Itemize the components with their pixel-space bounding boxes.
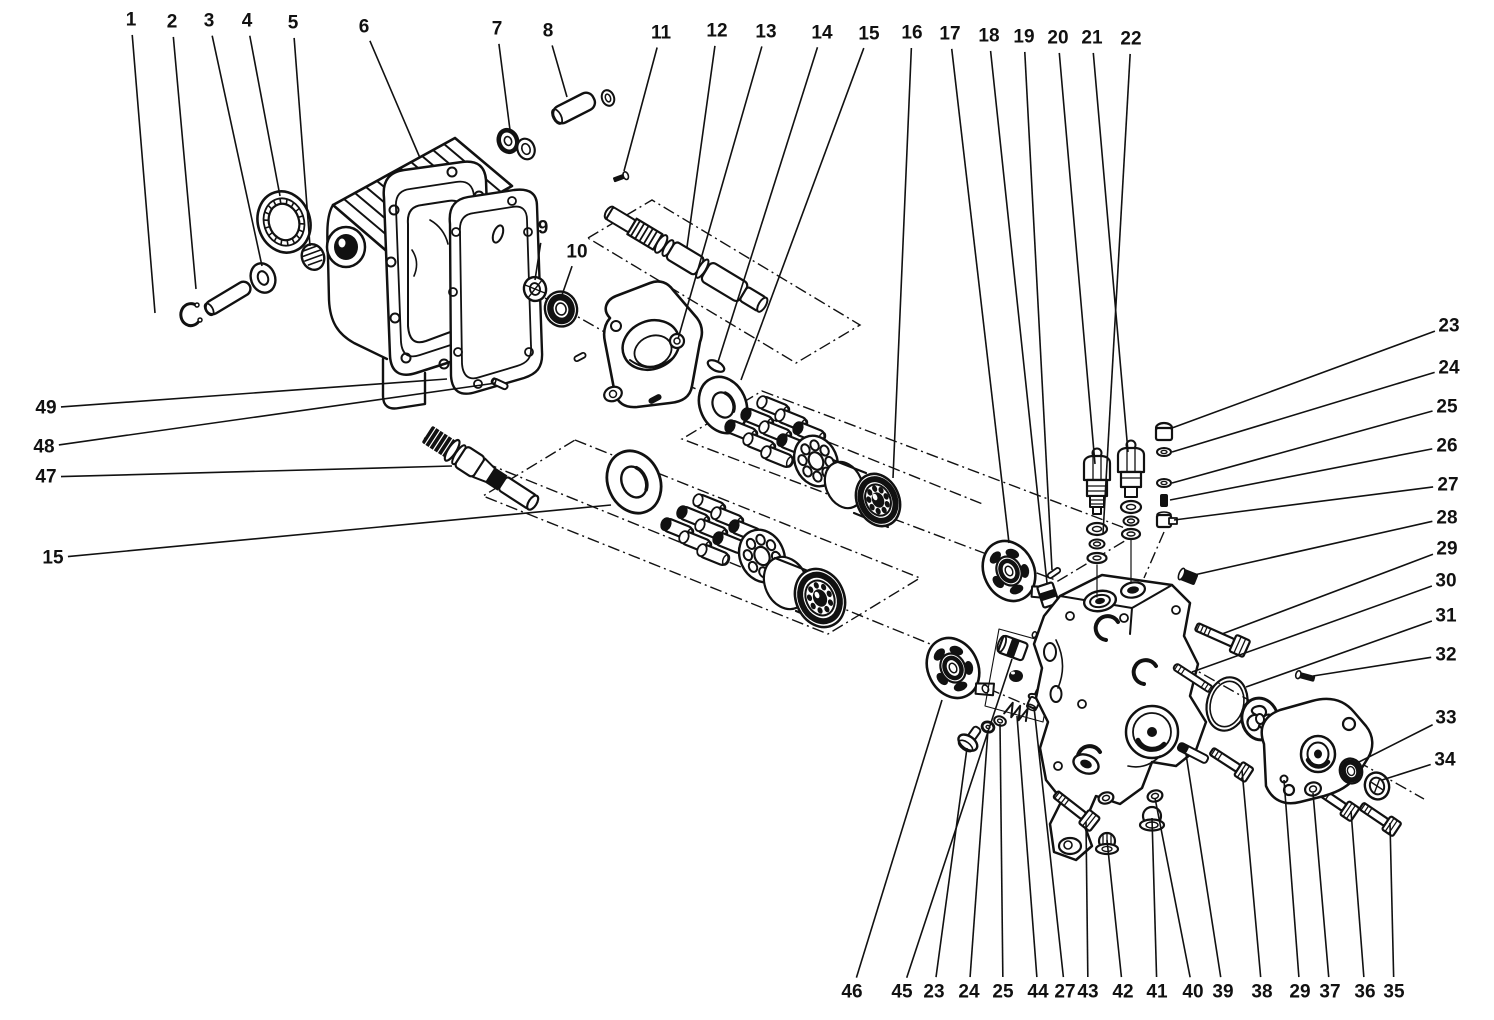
callout-number-5-top: 5: [287, 12, 299, 34]
leader-line-25-right: [1172, 411, 1433, 483]
callout-number-27-right: 27: [1437, 474, 1459, 496]
callout-number-10-mid: 10: [566, 241, 588, 263]
screw-11: [612, 171, 629, 184]
hex-bolt-38: [1207, 744, 1253, 782]
leader-line-8-top: [552, 45, 567, 97]
callout-number-18-top: 18: [978, 25, 1000, 47]
leader-line-31-right: [1246, 621, 1432, 687]
callout-number-46-bottom: 46: [841, 981, 863, 1003]
leader-line-3-top: [212, 36, 262, 266]
callout-number-28-right: 28: [1436, 507, 1458, 529]
callout-number-34-right: 34: [1434, 749, 1456, 771]
callout-number-36-bottom: 36: [1354, 981, 1376, 1003]
callout-number-23-bottom: 23: [923, 981, 945, 1003]
seal-7: [496, 128, 538, 162]
callout-number-14-top: 14: [811, 22, 833, 44]
thrust-washer-15-lower: [597, 442, 671, 522]
leader-line-23-right: [1172, 331, 1435, 428]
leader-line-46-bottom: [856, 700, 942, 978]
pin-8: [549, 88, 616, 126]
callout-number-12-top: 12: [706, 20, 728, 42]
leader-line-47-left: [61, 466, 452, 477]
leader-line-49-left: [61, 379, 447, 407]
callout-number-32-right: 32: [1435, 644, 1457, 666]
leader-line-19-top: [1025, 52, 1052, 570]
callout-number-49-left: 49: [35, 397, 57, 419]
ball-bearing-10: [541, 288, 581, 330]
center-section-housing: [1034, 575, 1206, 860]
relief-valve-cartridge-b: [1118, 441, 1144, 584]
callout-number-24-right: 24: [1438, 357, 1460, 379]
leader-line-25-bottom: [1000, 724, 1003, 977]
leader-line-15-top: [741, 48, 864, 380]
callout-number-35-bottom: 35: [1383, 981, 1405, 1003]
foot-boss: [1059, 838, 1081, 854]
leader-line-20-top: [1059, 53, 1095, 464]
input-shaft-47: [420, 424, 542, 515]
leader-line-12-top: [687, 46, 715, 247]
leader-line-2-top: [173, 37, 196, 289]
trunnion-housing-13: [602, 281, 702, 407]
callout-number-39-bottom: 39: [1212, 981, 1234, 1003]
callout-number-27-bottom: 27: [1054, 981, 1076, 1003]
leader-lines: [59, 35, 1435, 978]
snap-ring-1: [181, 303, 202, 326]
leader-line-11-top: [624, 47, 657, 171]
plug-28: [1177, 568, 1199, 586]
leader-line-1-top: [132, 35, 155, 313]
leader-line-10-mid: [562, 266, 572, 295]
callout-number-29-bottom: 29: [1289, 981, 1311, 1003]
callout-number-15-top: 15: [858, 23, 880, 45]
plug-dark: [1009, 670, 1023, 682]
callout-number-21-top: 21: [1081, 27, 1103, 49]
leader-line-4-top: [250, 36, 280, 196]
washer-3: [247, 260, 280, 296]
callout-number-13-top: 13: [755, 21, 777, 43]
leader-line-35-bottom: [1390, 823, 1394, 977]
callout-number-48-left: 48: [33, 436, 55, 458]
bearing-flange-46: [917, 627, 998, 717]
leader-line-29-bottom: [1284, 780, 1299, 977]
cylinder-drum-upper: [818, 456, 908, 533]
hex-bolt-35: [1357, 799, 1402, 836]
callout-number-16-top: 16: [901, 22, 923, 44]
woodruff-key-14: [706, 358, 726, 374]
callout-labels: [33, 10, 1460, 1003]
callout-number-43-bottom: 43: [1077, 981, 1099, 1003]
callout-number-38-bottom: 38: [1251, 981, 1273, 1003]
leader-line-15-left: [68, 505, 611, 557]
callout-number-1-top: 1: [125, 9, 137, 31]
axis-plug-column: [1144, 532, 1164, 578]
callout-number-9-mid: 9: [537, 217, 549, 239]
callout-number-17-top: 17: [939, 23, 961, 45]
callout-number-8-top: 8: [542, 20, 554, 42]
leader-line-17-top: [952, 49, 1009, 543]
callout-number-41-bottom: 41: [1146, 981, 1168, 1003]
callout-number-20-top: 20: [1047, 27, 1069, 49]
leader-line-36-bottom: [1351, 811, 1364, 977]
callout-number-3-top: 3: [203, 10, 215, 32]
leader-line-40-bottom: [1155, 798, 1190, 977]
callout-number-26-right: 26: [1436, 435, 1458, 457]
leader-line-32-right: [1313, 657, 1431, 676]
callout-number-24-bottom: 24: [958, 981, 980, 1003]
leader-line-45-bottom: [907, 659, 1012, 978]
leader-line-6-top: [370, 41, 420, 158]
callout-number-30-right: 30: [1435, 570, 1457, 592]
callout-number-42-bottom: 42: [1112, 981, 1134, 1003]
drive-pin-2: [203, 279, 253, 317]
leader-line-44-bottom: [1017, 716, 1037, 977]
leader-line-34-right: [1382, 765, 1431, 780]
cylinder-drum-lower: [756, 550, 854, 635]
leader-line-24-bottom: [970, 730, 988, 977]
hex-bolt-29: [1193, 618, 1251, 657]
leader-line-37-bottom: [1313, 793, 1329, 977]
callout-number-25-bottom: 25: [992, 981, 1014, 1003]
leader-line-30-right: [1192, 586, 1432, 672]
callout-number-19-top: 19: [1013, 26, 1035, 48]
callout-number-47-left: 47: [35, 466, 57, 488]
callout-number-25-right: 25: [1436, 396, 1458, 418]
callout-number-31-right: 31: [1435, 605, 1457, 627]
leader-line-41-bottom: [1152, 818, 1157, 977]
callout-number-23-right: 23: [1438, 315, 1460, 337]
callout-number-40-bottom: 40: [1182, 981, 1204, 1003]
dowel-pin-small-a: [574, 352, 587, 362]
leader-line-23-bottom: [936, 748, 967, 977]
leader-line-16-top: [893, 48, 911, 478]
seal-34: [1361, 769, 1392, 802]
callout-number-22-top: 22: [1120, 28, 1142, 50]
leader-line-39-bottom: [1186, 754, 1221, 977]
callout-number-4-top: 4: [241, 10, 253, 32]
leader-line-7-top: [499, 44, 510, 130]
leader-line-38-bottom: [1242, 770, 1261, 977]
bushing-45: [995, 634, 1028, 661]
callout-number-29-right: 29: [1436, 538, 1458, 560]
callout-number-6-top: 6: [358, 16, 370, 38]
callout-number-7-top: 7: [491, 18, 503, 40]
leader-line-42-bottom: [1107, 840, 1121, 977]
screw-32: [1295, 670, 1316, 683]
plug-stack-23-27: [1156, 423, 1177, 527]
leader-line-14-top: [718, 47, 817, 362]
callout-number-2-top: 2: [166, 11, 178, 33]
callout-number-15-left: 15: [42, 547, 64, 569]
leader-line-29-right: [1222, 554, 1433, 634]
callout-number-44-bottom: 44: [1027, 981, 1049, 1003]
leader-line-24-right: [1172, 372, 1435, 452]
callout-number-33-right: 33: [1435, 707, 1457, 729]
callout-number-11-top: 11: [650, 22, 672, 44]
leader-line-28-right: [1194, 521, 1432, 575]
callout-number-37-bottom: 37: [1319, 981, 1341, 1003]
callout-number-45-bottom: 45: [891, 981, 913, 1003]
dowel-pin-19: [1047, 567, 1061, 579]
